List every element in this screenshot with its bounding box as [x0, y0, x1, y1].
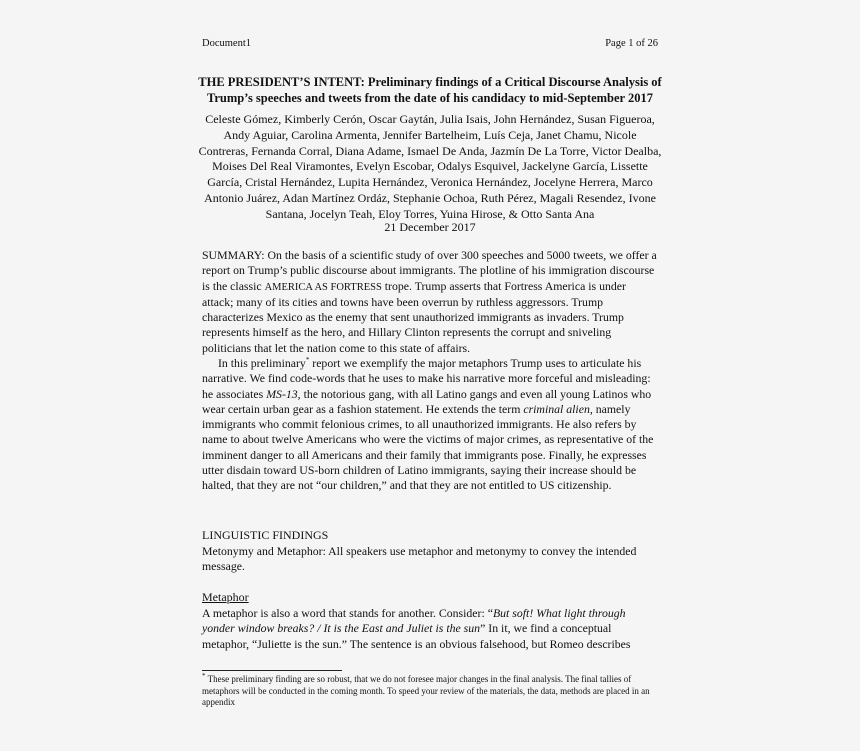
linguistic-findings-heading: LINGUISTIC FINDINGS	[202, 528, 329, 542]
title-line-2: Trump’s speeches and tweets from the date of his candidacy to mid-September 2017	[206, 91, 654, 105]
para2-text-a: In this preliminary	[218, 356, 306, 370]
criminal-alien-term: criminal alien	[523, 401, 590, 416]
document-date: 21 December 2017	[384, 220, 476, 234]
ms13-term: MS-13	[266, 386, 298, 401]
para2-text-c: , the notorious gang, with all Latino gangs and even all young Latinos who wear certain urban gear as a fashion statement. He extends the term	[202, 386, 652, 416]
metaphor-paragraph	[202, 606, 658, 652]
preliminary-paragraph	[202, 356, 658, 494]
metaphor-text-a: A metaphor is also a word that stands for another. Consider: “	[202, 606, 493, 620]
metaphor-text-b: ” In it, we find a conceptual metaphor, “Juliette is the sun.” The sentence is an obvious falsehood, but Romeo describes	[202, 621, 631, 651]
title-line-1: THE PRESIDENT’S INTENT: Preliminary findings of a Critical Discourse Analysis of	[198, 75, 662, 89]
footnote	[202, 674, 658, 709]
document-name: Document1	[202, 38, 251, 49]
summary-text-2: trope. Trump asserts that Fortress America is under attack; many of its cities and towns have been overrun by ruthless aggressors. Trump characterizes Mexico as the enemy that sent unauthorized immigrants as invaders. Trump represents himself as the hero, and Hillary Clinton represents the corrupt and sniveling politicians that let the nation come to this state of affairs.	[202, 278, 626, 355]
document-title	[196, 74, 664, 106]
summary-text-1: SUMMARY: On the basis of a scientific study of over 300 speeches and 5000 tweets, we offer a report on Trump’s public discourse about immigrants. The plotline of his immigration discourse is the classic	[202, 248, 657, 293]
metaphor-quote: But soft! What light through yonder window breaks? / It is the East and Juliet is the sun	[202, 606, 626, 636]
footnote-marker: *	[305, 356, 310, 365]
summary-paragraph	[202, 248, 658, 356]
author-list: Celeste Gómez, Kimberly Cerón, Oscar Gaytán, Julia Isais, John Hernández, Susan Figueroa, Andy Aguiar, Carolina Armenta, Jennifer Bartelheim, Luís Ceja, Janet Chamu, Nicole Contreras, Fernanda Corral, Diana Adame, Ismael De Anda, Jazmín De La Torre, Victor Dealba, Moises Del Real Viramontes, Evelyn Escobar, Odalys Esquivel, Jackelyne García, Lissette García, Cristal Hernández, Lupita Hernández, Veronica Hernández, Jocelyne Herrera, Marco Antonio Juárez, Adan Martínez Ordáz, Stephanie Ochoa, Ruth Pérez, Magali Resendez, Ivone Santana, Jocelyn Teah, Eloy Torres, Yuina Hirose, & Otto Santa Ana	[198, 112, 662, 221]
footnote-symbol: *	[202, 672, 206, 680]
footnote-text: These preliminary finding are so robust, that we do not foresee major changes in the final analysis. The final tallies of metaphors will be conducted in the coming month. To speed your review of the materials, the data, methods are placed in an appendix	[202, 674, 650, 707]
para2-text-d: , namely immigrants who commit felonious crimes, to all unauthorized immigrants. He also refers by name to about twelve Americans who were the victims of major crimes, as representative of the imminent danger to all Americans and their family that immigrants pose. Finally, he expresses utter disdain toward US-born children of Latino immigrants, saying their increase should be halted, that they are not “our children,” and that they are not entitled to US citizenship.	[202, 401, 654, 493]
para2-text-b: report we exemplify the major metaphors Trump uses to articulate his narrative. We find code-words that he uses to make his narrative more forceful and misleading: he associates	[202, 356, 651, 401]
footnote-divider	[202, 670, 342, 671]
metonymy-paragraph: Metonymy and Metaphor: All speakers use metaphor and metonymy to convey the intended message.	[202, 544, 637, 574]
page-number: Page 1 of 26	[605, 38, 658, 49]
summary-smallcaps: AMERICA AS FORTRESS	[264, 281, 382, 293]
metaphor-heading: Metaphor	[202, 590, 249, 604]
